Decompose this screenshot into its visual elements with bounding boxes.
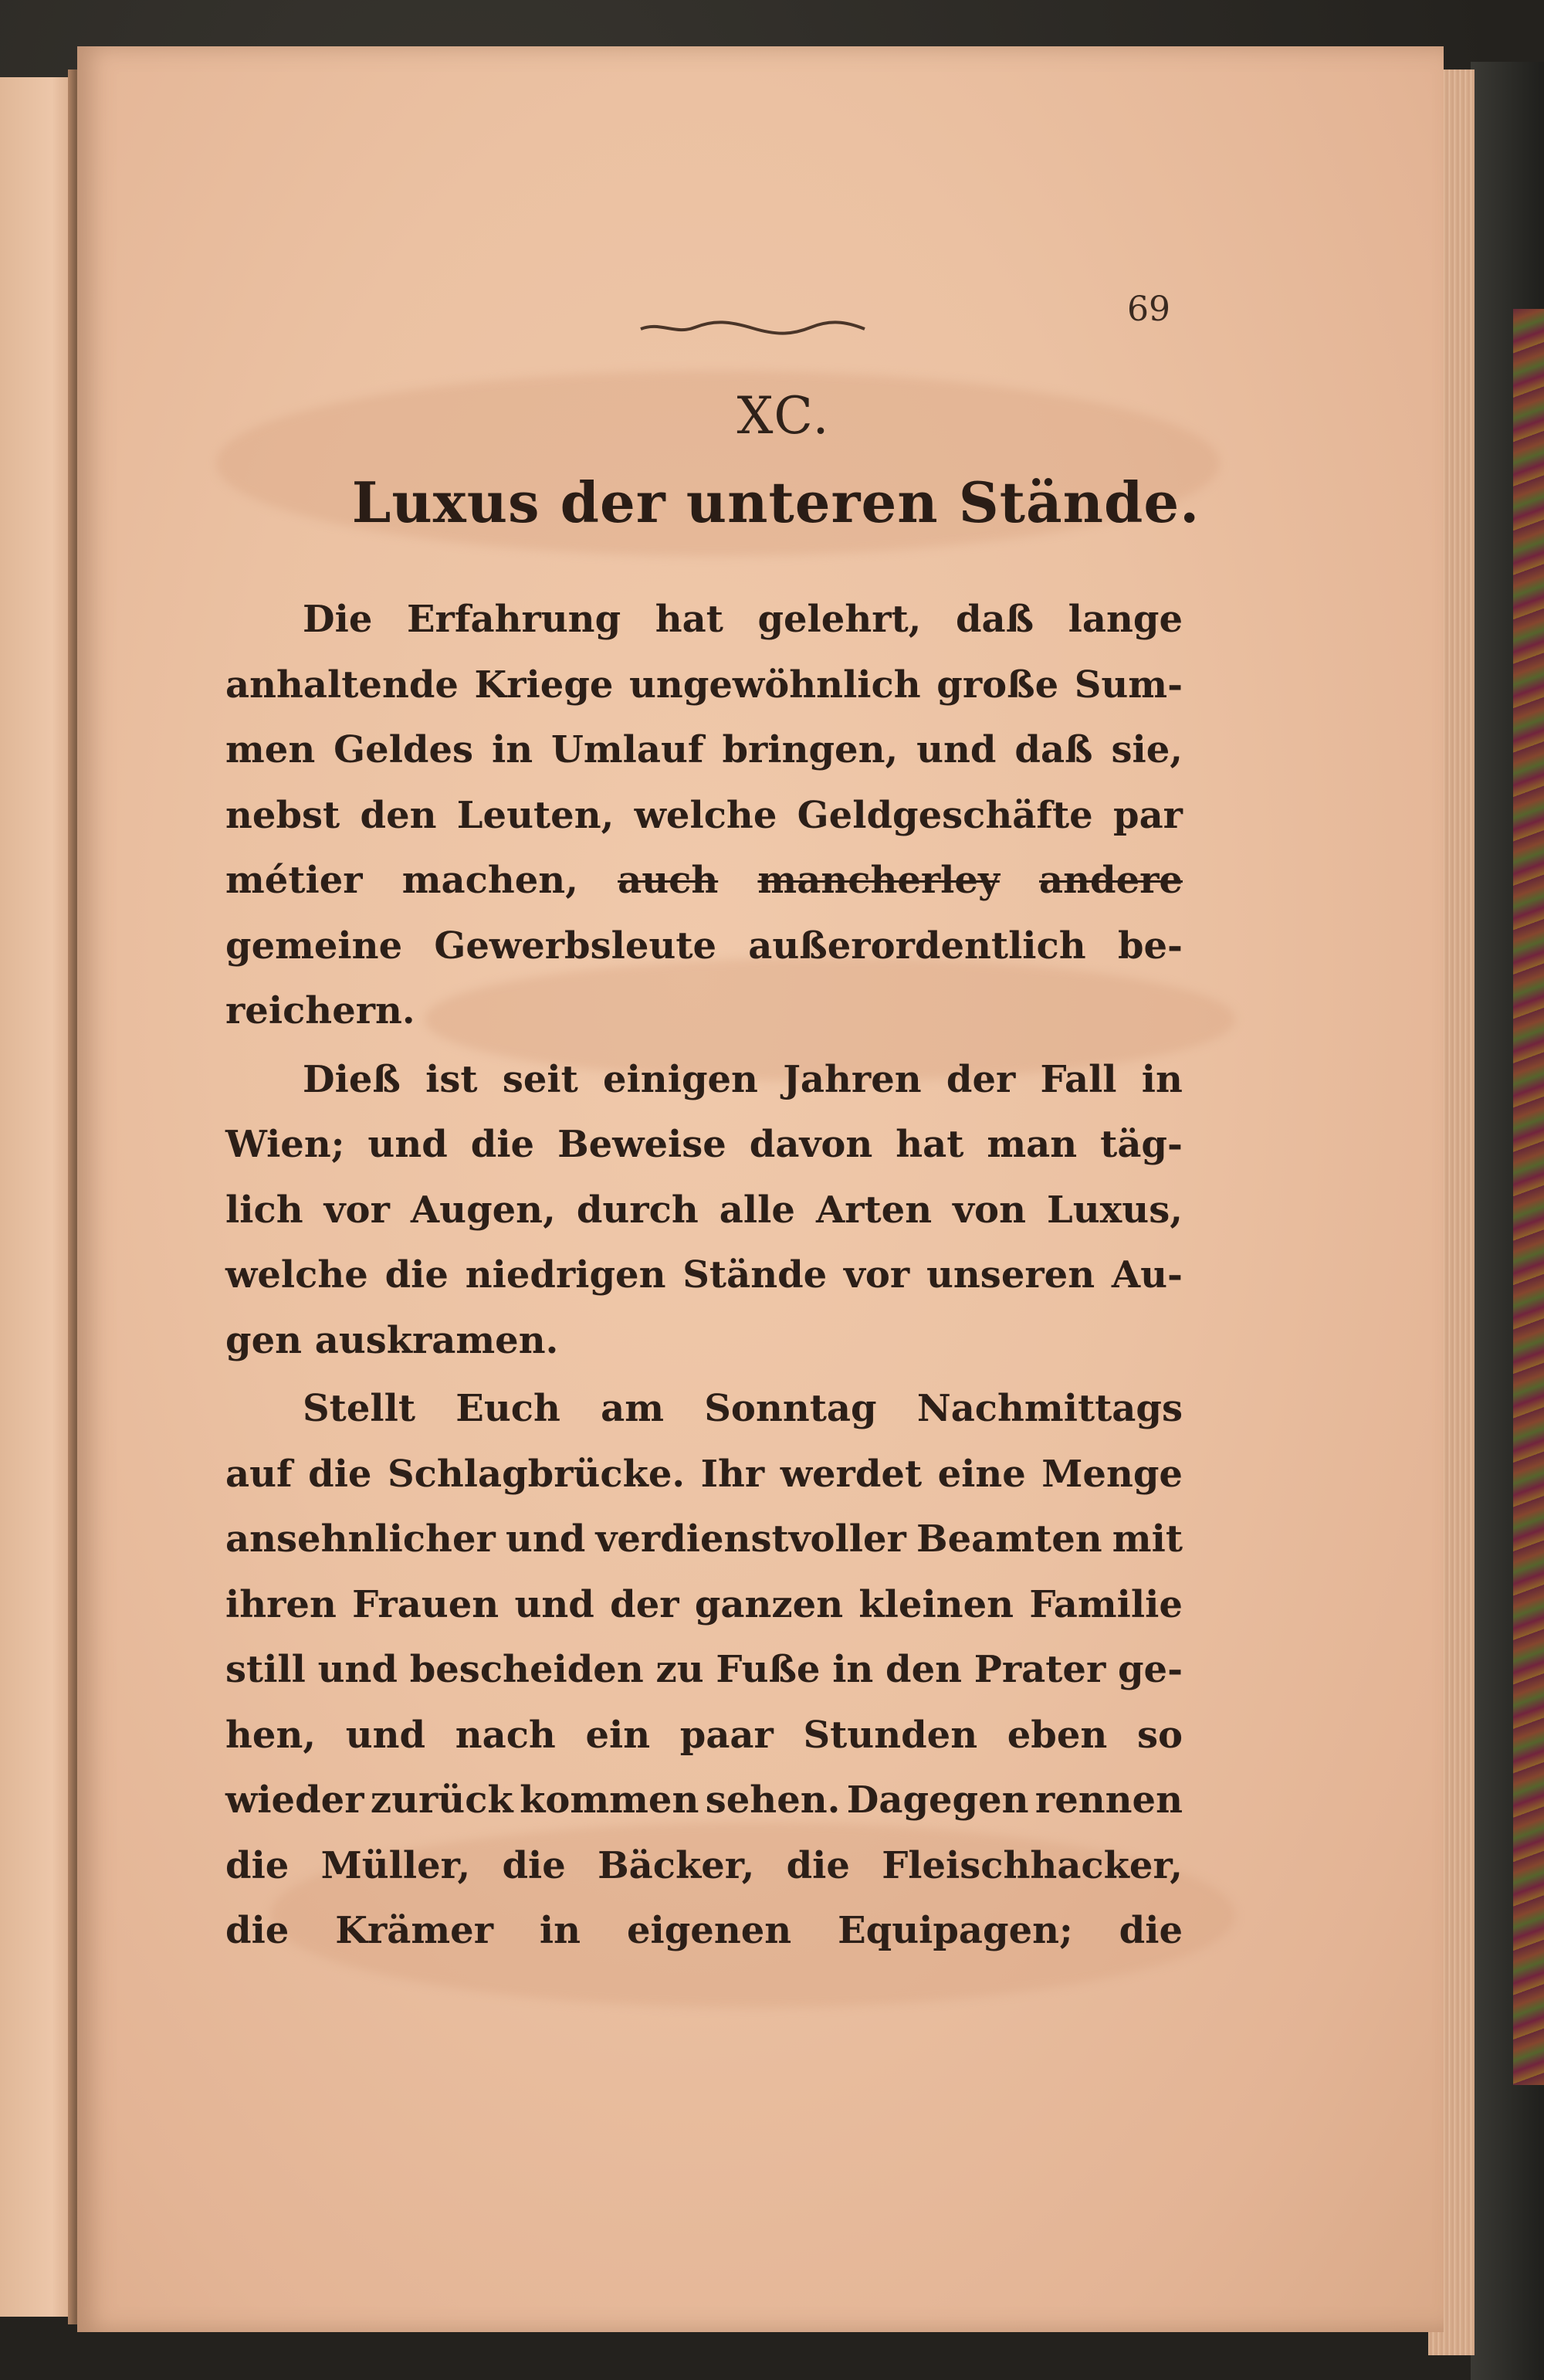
text-line: Die Erfahrung hat gelehrt, daß lange [303,598,1183,641]
text-line: anhaltende Kriege ungewöhnlich große Sum- [225,663,1183,707]
body-text [225,587,1183,1964]
text-line: wieder zurück kommen sehen. Dagegen rennen [225,1778,1183,1822]
header-ornament [637,318,868,337]
page-number: 69 [1127,290,1170,329]
text-line: die Krämer in eigenen Equipagen; die [225,1909,1183,1952]
chapter-number: XC. [736,386,831,446]
text-line: still und bescheiden zu Fuße in den Prater ge- [225,1648,1183,1691]
text-line: men Geldes in Umlauf bringen, und daß sie, [225,728,1183,771]
chapter-title: Luxus der unteren Stände. [351,470,1200,535]
marbled-endpaper [1513,309,1544,2085]
text-line: welche die niedrigen Stände vor unseren Au- [225,1253,1183,1297]
text-line: die Müller, die Bäcker, die Fleischhacker, [225,1843,1183,1887]
text-line: Dieß ist seit einigen Jahren der Fall in [303,1057,1183,1101]
book-page [77,46,1444,2332]
facing-page-edge [0,77,74,2317]
text-line: ansehnlicher und verdienstvoller Beamten mit [225,1517,1183,1561]
text-line: auf die Schlagbrücke. Ihr werdet eine Menge [225,1452,1183,1496]
text-line: hen, und nach ein paar Stunden eben so [225,1713,1183,1757]
text-line: gen auskramen. [225,1318,559,1362]
text-line: Stellt Euch am Sonntag Nachmittags [303,1387,1183,1430]
text-line: nebst den Leuten, welche Geldgeschäfte par [225,793,1183,837]
text-line: métier machen, auch mancherley andere [225,859,1183,902]
text-line: ihren Frauen und der ganzen kleinen Familie [225,1582,1183,1626]
text-line: gemeine Gewerbsleute außerordentlich be- [225,924,1183,968]
text-line: Wien; und die Beweise davon hat man täg- [225,1123,1183,1166]
text-line: lich vor Augen, durch alle Arten von Luxus, [225,1188,1183,1232]
text-line: reichern. [225,989,415,1032]
